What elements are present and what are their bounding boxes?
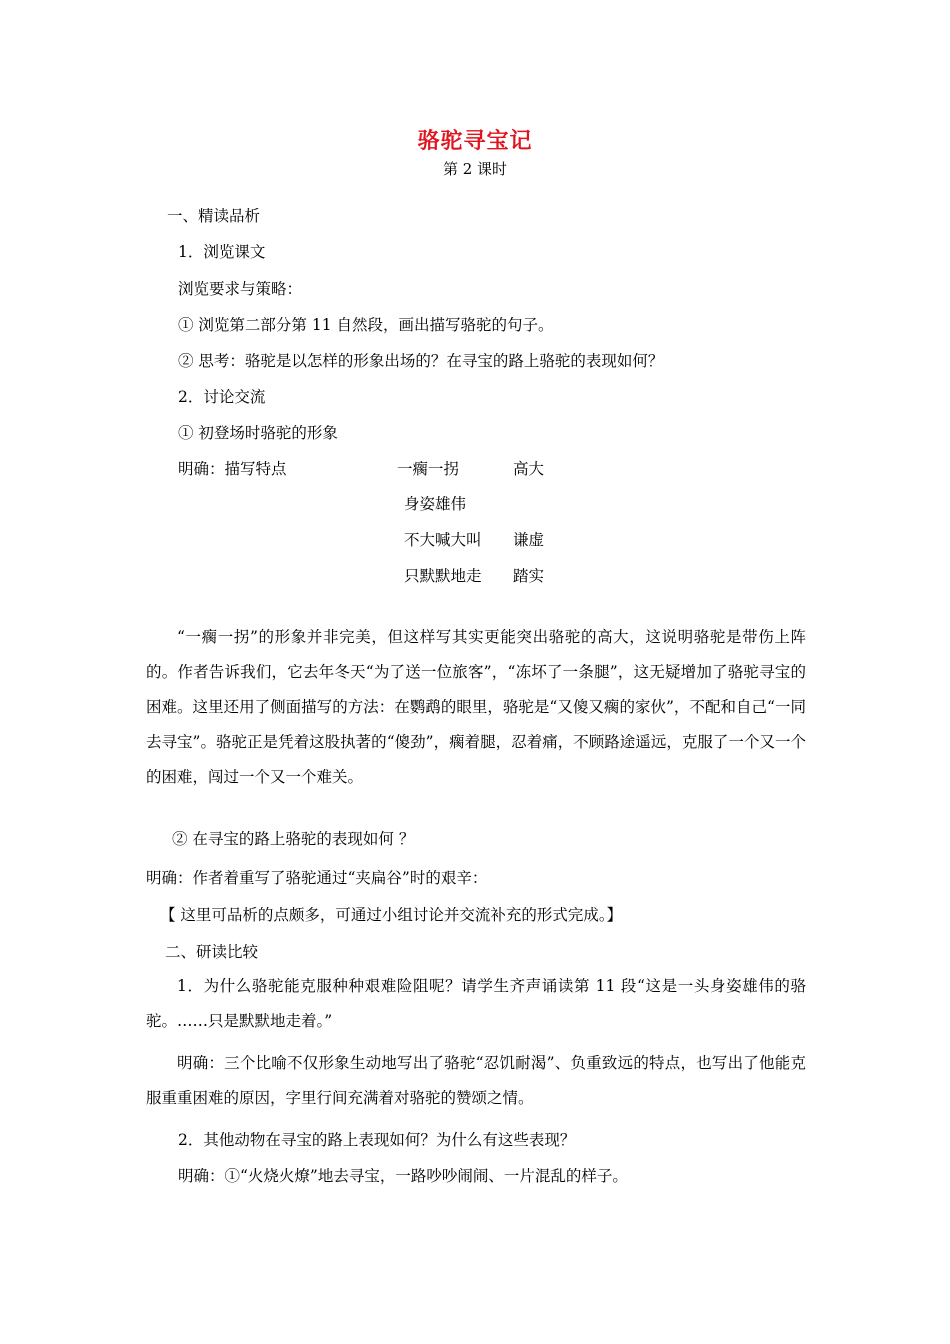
section-heading-2: 二、研读比较 [165,943,259,961]
trait-value: 高大 [513,460,545,478]
trait-desc: 一瘸一拐 [397,460,460,478]
answer-2: 明确：①“火烧火燎”地去寻宝，一路吵吵闹闹、一片混乱的样子。 [178,1167,628,1185]
teaching-note: 【 这里可品析的点颇多，可通过小组讨论并交流补充的形式完成。】 [160,906,623,924]
requirement-2: ② 思考：骆驼是以怎样的形象出场的？在寻宝的路上骆驼的表现如何？ [178,352,664,370]
item-heading-1: 1．浏览课文 [178,243,266,261]
item-heading-2: 2．讨论交流 [178,388,266,406]
trait-desc: 身姿雄伟 [404,495,467,513]
document-subtitle: 第 2 课时 [442,160,508,178]
sub-heading-2: ② 在寻宝的路上骆驼的表现如何 ？ [172,830,415,848]
question-2: 2．其他动物在寻宝的路上表现如何？为什么有这些表现？ [178,1131,576,1149]
trait-value: 踏实 [513,567,545,585]
answer-1: 明确：三个比喻不仅形象生动地写出了骆驼“忍饥耐渴”、负重致远的特点，也写出了他能克服重重困难的原因，字里行间充满着对骆驼的赞颂之情。 [146,1054,806,1107]
question-1: 1．为什么骆驼能克服种种艰难险阻呢？请学生齐声诵读第 11 段“这是一头身姿雄伟的骆驼。……只是默默地走着。” [146,977,806,1030]
trait-desc: 不大喊大叫 [404,531,482,549]
trait-desc: 只默默地走 [404,567,482,585]
requirement-label: 浏览要求与策略： [178,280,303,298]
trait-table-label: 明确：描写特点 [178,460,287,478]
sub-heading-2-answer: 明确：作者着重写了骆驼通过“夹扁谷”时的艰辛： [146,869,488,887]
sub-heading-1: ① 初登场时骆驼的形象 [178,424,338,442]
trait-value: 谦虚 [513,531,545,549]
requirement-1: ① 浏览第二部分第 11 自然段，画出描写骆驼的句子。 [178,316,554,334]
section-heading-1: 一、精读品析 [167,207,261,225]
analysis-paragraph: “一瘸一拐”的形象并非完美，但这样写其实更能突出骆驼的高大，这说明骆驼是带伤上阵的。作者告诉我们，它去年冬天“为了送一位旅客”，“冻坏了一条腿”，这无疑增加了骆驼寻宝的困难。这里还用了侧面描写的方法：在鹦鹉的眼里，骆驼是“又傻又瘸的家伙”，不配和自己“一同去寻宝”。骆驼正是凭着这股执著的“傻劲”，瘸着腿，忍着痛，不顾路途遥远，克服了一个又一个的困难，闯过一个又一个难关。 [146,628,806,786]
document-title: 骆驼寻宝记 [417,129,533,154]
